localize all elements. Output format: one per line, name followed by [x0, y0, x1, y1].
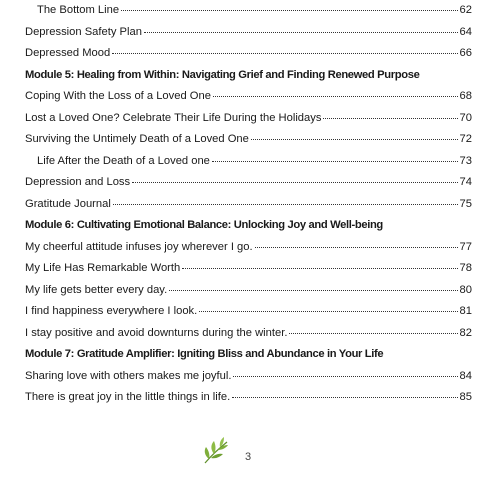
- toc-entry[interactable]: [25, 4, 472, 26]
- toc-entry[interactable]: [25, 112, 472, 134]
- toc-entry-page: 68: [459, 90, 472, 102]
- toc-entry-title: Surviving the Untimely Death of a Loved One: [25, 133, 249, 145]
- dot-leader: [251, 139, 458, 140]
- toc-entry-page: 64: [459, 25, 472, 38]
- toc-entry-title: Life After the Death of a Loved one: [37, 154, 210, 167]
- toc-entry-title: Coping With the Loss of a Loved One: [25, 90, 211, 102]
- dot-leader: [213, 96, 458, 97]
- toc-entry[interactable]: [25, 90, 472, 112]
- toc-entry-title: Depression and Loss: [25, 176, 131, 188]
- dot-leader: [323, 118, 457, 119]
- dot-leader: [255, 247, 458, 248]
- page-footer: [0, 436, 487, 472]
- dot-leader: [113, 204, 458, 205]
- toc-entry-title: I stay positive and avoid downturns during the winter.: [25, 326, 288, 339]
- toc-entry-page: 84: [459, 369, 472, 382]
- dot-leader: [144, 32, 458, 33]
- dot-leader: [121, 10, 457, 11]
- toc-entry-page: 70: [459, 111, 472, 124]
- module-heading: Module 5: Healing from Within: Navigating Grief and Finding Renewed Purpose: [25, 68, 420, 81]
- table-of-contents: [25, 4, 472, 413]
- toc-entry-page: 73: [459, 154, 472, 167]
- toc-entry-page: 62: [459, 4, 472, 16]
- toc-entry-page: 82: [459, 326, 472, 339]
- toc-entry[interactable]: [25, 198, 472, 220]
- toc-entry-page: 72: [459, 133, 472, 145]
- module-heading: Module 6: Cultivating Emotional Balance: Unlocking Joy and Well-being: [25, 219, 383, 231]
- toc-entry-title: The Bottom Line: [37, 4, 120, 16]
- toc-entry-page: 66: [459, 47, 472, 59]
- toc-entry[interactable]: [25, 391, 472, 413]
- toc-entry[interactable]: [25, 262, 472, 284]
- toc-entry-page: 75: [459, 197, 472, 210]
- toc-entry[interactable]: [25, 284, 472, 306]
- toc-entry[interactable]: [25, 176, 472, 198]
- toc-entry-title: Depressed Mood: [25, 47, 111, 59]
- toc-entry-title: Lost a Loved One? Celebrate Their Life During the Holidays: [25, 111, 322, 124]
- toc-entry[interactable]: [25, 133, 472, 155]
- toc-entry-title: There is great joy in the little things in life.: [25, 391, 231, 403]
- toc-entry[interactable]: [25, 26, 472, 48]
- toc-entry-page: 81: [459, 305, 472, 317]
- dot-leader: [199, 311, 457, 312]
- dot-leader: [233, 376, 457, 377]
- page-number: 3: [245, 451, 252, 463]
- toc-entry-title: My cheerful attitude infuses joy wherever I go.: [25, 240, 253, 253]
- toc-entry[interactable]: [25, 155, 472, 177]
- toc-entry-page: 78: [459, 262, 472, 274]
- dot-leader: [212, 161, 458, 162]
- toc-entry-page: 80: [459, 283, 472, 296]
- dot-leader: [182, 268, 457, 269]
- dot-leader: [232, 397, 457, 398]
- dot-leader: [132, 182, 457, 183]
- toc-entry-page: 74: [459, 176, 472, 188]
- toc-entry-page: 77: [459, 240, 472, 253]
- toc-entry-title: My Life Has Remarkable Worth: [25, 262, 181, 274]
- module-heading: Module 7: Gratitude Amplifier: Igniting Bliss and Abundance in Your Life: [25, 348, 384, 360]
- toc-entry-title: Gratitude Journal: [25, 197, 111, 210]
- toc-entry-title: Depression Safety Plan: [25, 25, 142, 38]
- toc-entry-title: My life gets better every day.: [25, 283, 168, 296]
- leaf-sprig-icon: [201, 436, 231, 466]
- toc-entry[interactable]: [25, 241, 472, 263]
- toc-entry[interactable]: [25, 47, 472, 69]
- toc-entry[interactable]: [25, 370, 472, 392]
- dot-leader: [112, 53, 457, 54]
- dot-leader: [289, 333, 457, 334]
- toc-entry-title: Sharing love with others makes me joyful.: [25, 369, 232, 382]
- toc-entry[interactable]: [25, 305, 472, 327]
- toc-entry-title: I find happiness everywhere I look.: [25, 305, 198, 317]
- toc-entry-page: 85: [459, 391, 472, 403]
- dot-leader: [169, 290, 457, 291]
- toc-entry[interactable]: [25, 327, 472, 349]
